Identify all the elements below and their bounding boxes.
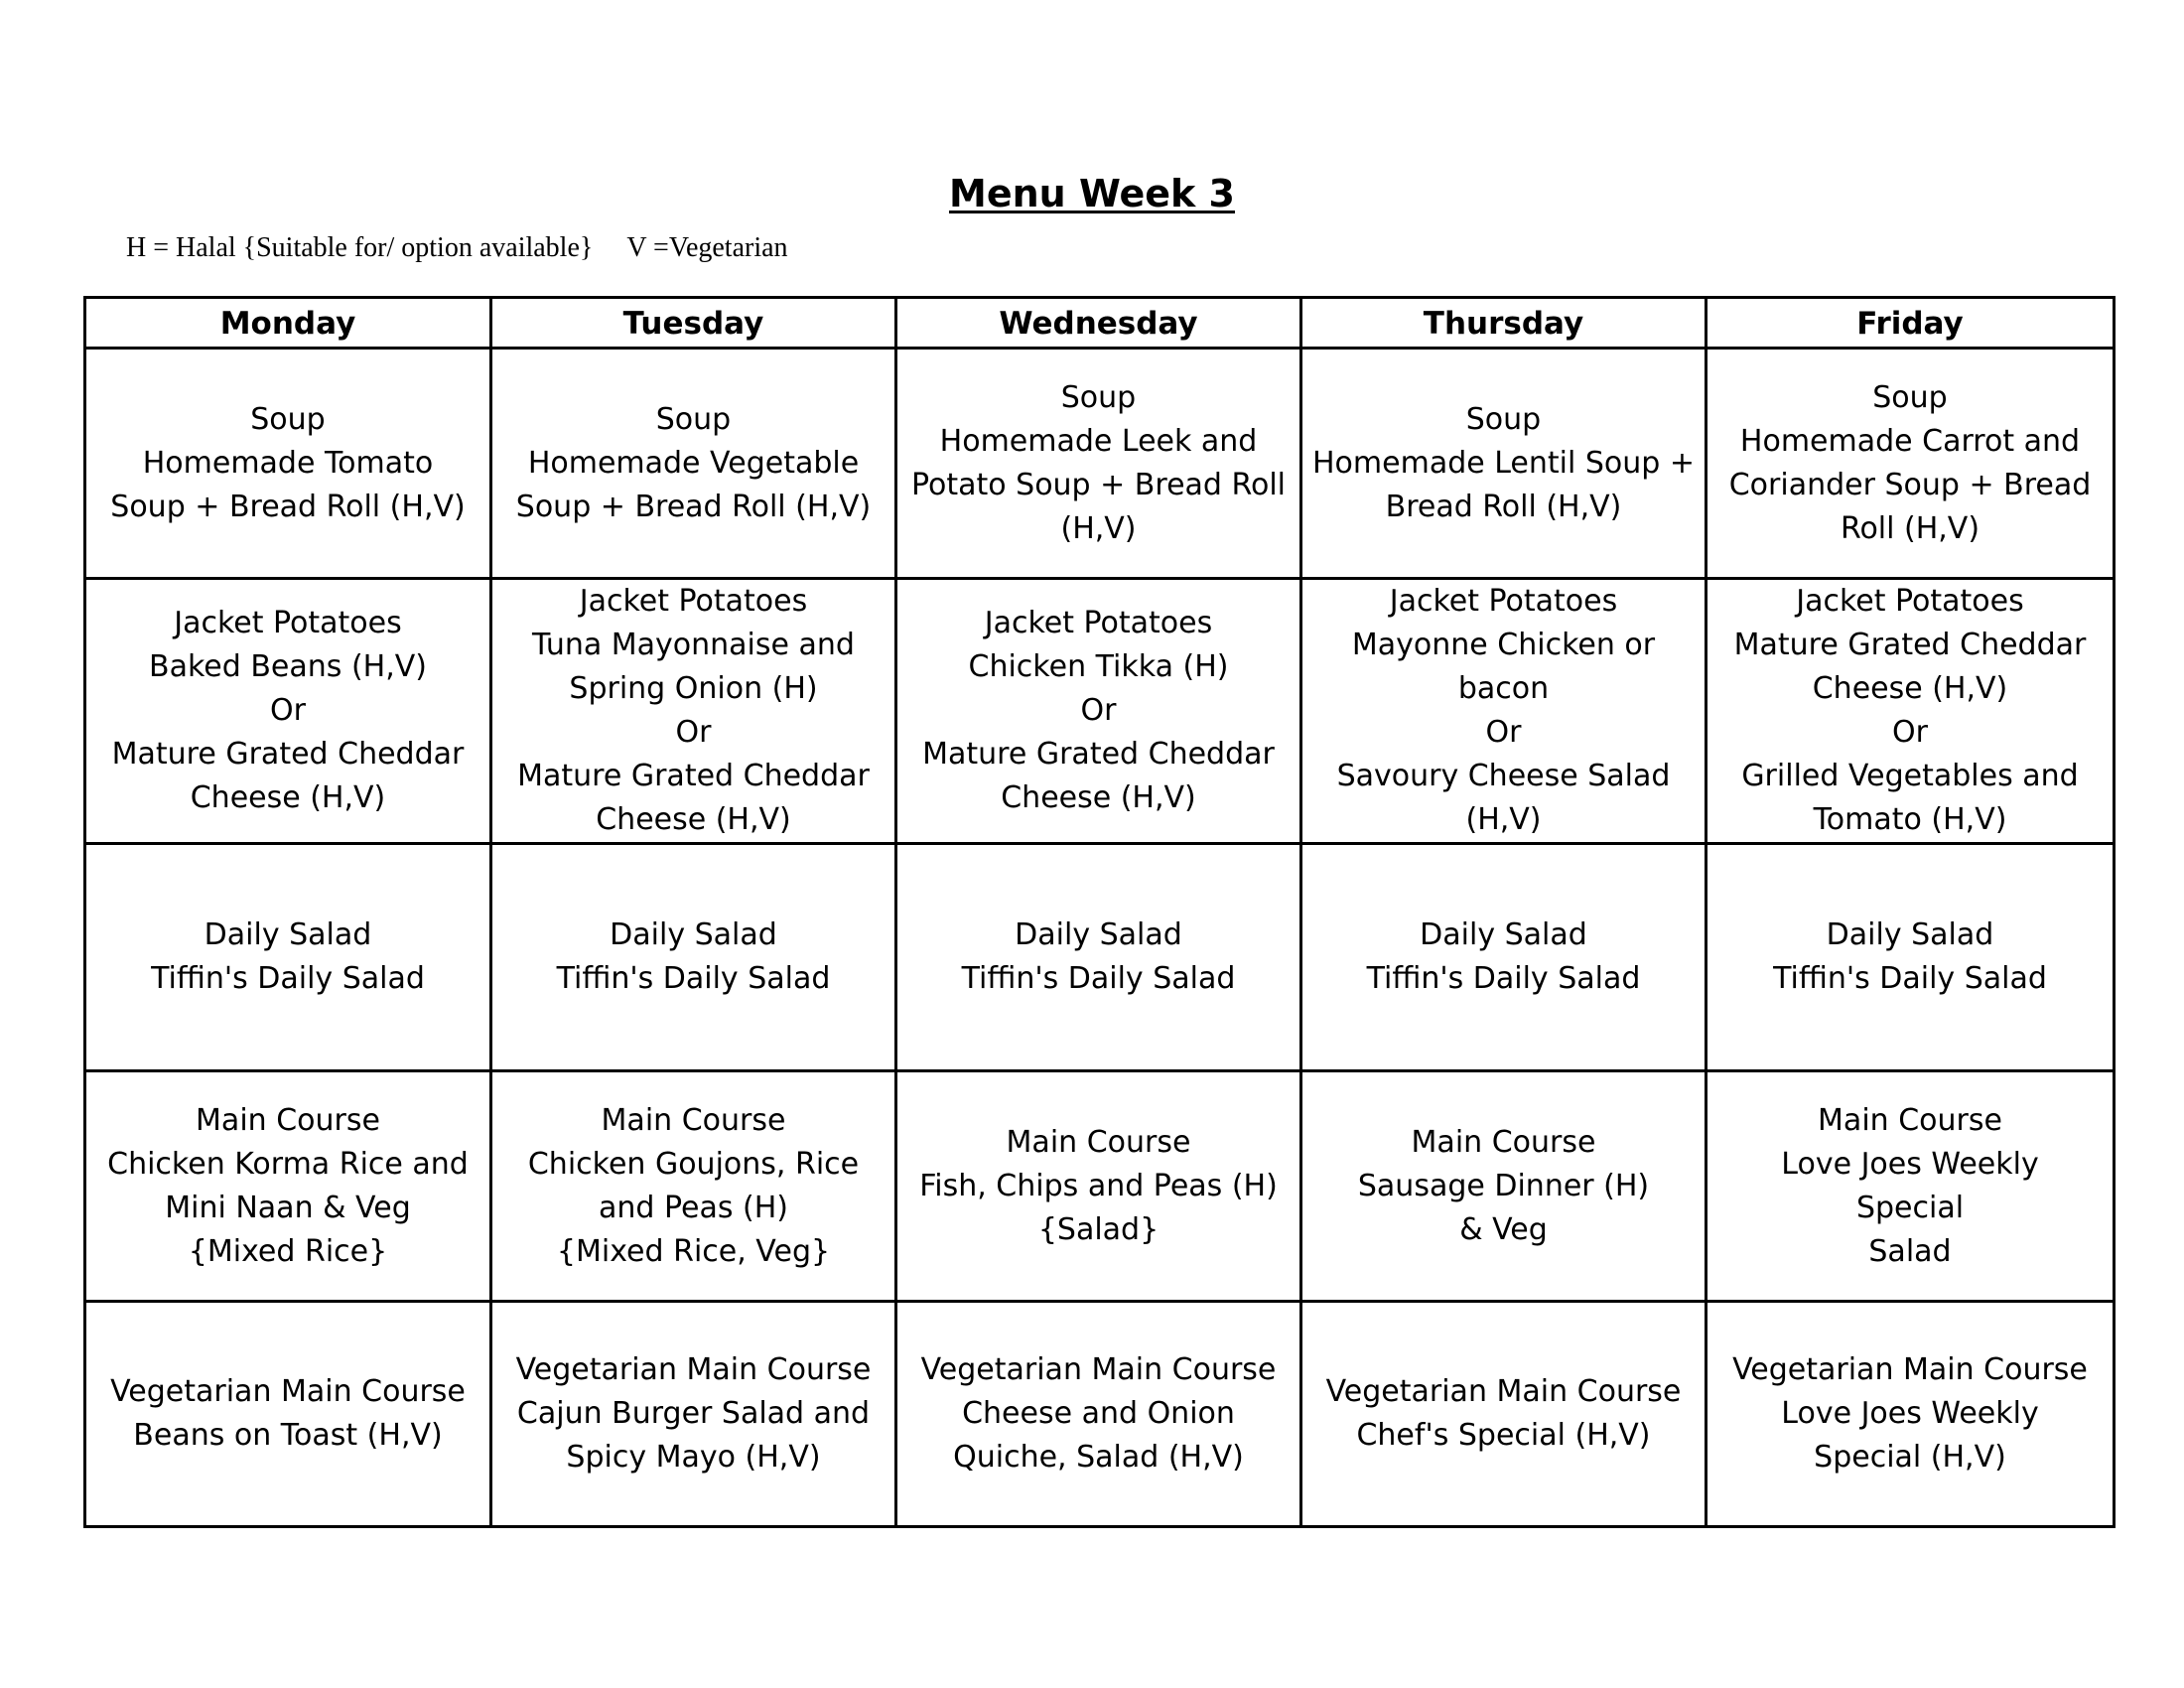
menu-cell-jacket-friday <box>1706 579 2115 844</box>
menu-cell-line: Special (H,V) <box>1814 1440 2006 1475</box>
menu-cell-line: Soup <box>655 401 732 437</box>
menu-cell-line: (H,V) <box>1060 510 1137 546</box>
menu-cell-line: Tiffin's Daily Salad <box>961 961 1236 996</box>
menu-cell-line: Daily Salad <box>1420 917 1587 952</box>
menu-cell-line: Or <box>1485 715 1522 750</box>
legend-halal: H = Halal {Suitable for/ option available} <box>126 232 594 263</box>
menu-cell-line: Jacket Potatoes <box>984 606 1213 640</box>
menu-cell-jacket-monday <box>85 579 491 844</box>
menu-cell-line: Daily Salad <box>204 917 372 952</box>
menu-cell-line: Mini Naan & Veg <box>165 1190 411 1225</box>
menu-row-soup <box>85 349 2115 579</box>
menu-cell-main-monday <box>85 1071 491 1302</box>
menu-cell-line: Jacket Potatoes <box>1796 584 2024 619</box>
menu-cell-line: Homemade Leek and <box>939 423 1258 459</box>
menu-cell-soup-monday <box>85 349 491 579</box>
day-header-row <box>85 298 2115 349</box>
menu-cell-line: Vegetarian Main Course <box>920 1352 1277 1387</box>
menu-cell-line: Spicy Mayo (H,V) <box>566 1440 821 1475</box>
menu-cell-line: Vegetarian Main Course <box>1325 1374 1682 1409</box>
menu-cell-line: Quiche, Salad (H,V) <box>953 1440 1244 1475</box>
menu-cell-line: Main Course <box>1411 1124 1596 1160</box>
menu-cell-line: Mature Grated Cheddar <box>111 737 465 772</box>
menu-cell-line: Soup + Bread Roll (H,V) <box>515 489 872 524</box>
menu-cell-line: Coriander Soup + Bread <box>1728 467 2092 502</box>
menu-cell-line: Tiffin's Daily Salad <box>556 961 831 996</box>
legend <box>126 228 788 268</box>
menu-cell-line: Salad <box>1868 1233 1952 1269</box>
menu-cell-line: Soup <box>250 401 326 437</box>
menu-cell-line: Homemade Vegetable <box>527 445 860 481</box>
menu-cell-line: Tuna Mayonnaise and <box>532 628 855 662</box>
menu-cell-line: Daily Salad <box>610 917 777 952</box>
menu-cell-line: Tiffin's Daily Salad <box>1366 961 1641 996</box>
menu-cell-line: Tiffin's Daily Salad <box>151 961 425 996</box>
menu-cell-line: Daily Salad <box>1015 917 1182 952</box>
day-header-tuesday: Tuesday <box>491 298 896 349</box>
menu-cell-veg-tuesday <box>491 1302 896 1527</box>
menu-cell-line: Fish, Chips and Peas (H) <box>919 1168 1278 1203</box>
menu-cell-line: Daily Salad <box>1826 917 1994 952</box>
menu-cell-line: Special <box>1855 1190 1965 1225</box>
menu-cell-salad-friday <box>1706 844 2115 1071</box>
menu-cell-line: Cheese (H,V) <box>1001 780 1196 815</box>
menu-cell-line: Chicken Tikka (H) <box>968 649 1229 684</box>
menu-cell-veg-friday <box>1706 1302 2115 1527</box>
menu-cell-line: Main Course <box>601 1102 786 1138</box>
menu-cell-veg-monday <box>85 1302 491 1527</box>
menu-cell-salad-thursday <box>1301 844 1706 1071</box>
menu-cell-salad-wednesday <box>896 844 1301 1071</box>
menu-cell-line: Chicken Korma Rice and <box>107 1146 469 1182</box>
menu-cell-line: and Peas (H) <box>599 1190 788 1225</box>
menu-cell-line: & Veg <box>1459 1211 1548 1247</box>
menu-cell-line: bacon <box>1457 671 1550 706</box>
menu-table <box>83 296 2116 1528</box>
menu-cell-line: Main Course <box>1818 1102 2002 1138</box>
menu-cell-soup-tuesday <box>491 349 896 579</box>
page-title-text: Menu Week 3 <box>949 172 1235 215</box>
menu-cell-line: Mature Grated Cheddar <box>517 759 870 793</box>
menu-row-main <box>85 1071 2115 1302</box>
menu-cell-line: Main Course <box>1006 1124 1191 1160</box>
menu-cell-line: Vegetarian Main Course <box>110 1374 466 1409</box>
menu-cell-line: Bread Roll (H,V) <box>1385 489 1622 524</box>
day-header-friday: Friday <box>1706 298 2115 349</box>
menu-cell-main-tuesday <box>491 1071 896 1302</box>
menu-cell-main-wednesday <box>896 1071 1301 1302</box>
menu-cell-line: Mature Grated Cheddar <box>922 737 1275 772</box>
day-header-thursday: Thursday <box>1301 298 1706 349</box>
menu-cell-salad-tuesday <box>491 844 896 1071</box>
menu-cell-line: Chicken Goujons, Rice <box>527 1146 860 1182</box>
menu-cell-line: (H,V) <box>1465 802 1542 837</box>
menu-cell-line: Cheese (H,V) <box>190 780 386 815</box>
menu-cell-jacket-thursday <box>1301 579 1706 844</box>
menu-cell-jacket-wednesday <box>896 579 1301 844</box>
menu-cell-line: Homemade Lentil Soup + <box>1312 445 1695 481</box>
menu-cell-line: Love Joes Weekly <box>1781 1396 2039 1431</box>
menu-cell-line: Tiffin's Daily Salad <box>1773 961 2047 996</box>
day-header-monday: Monday <box>85 298 491 349</box>
menu-cell-soup-wednesday <box>896 349 1301 579</box>
menu-row-veg <box>85 1302 2115 1527</box>
menu-cell-line: Soup <box>1465 401 1542 437</box>
menu-cell-line: Baked Beans (H,V) <box>149 649 427 684</box>
menu-cell-line: Love Joes Weekly <box>1781 1146 2039 1182</box>
menu-cell-salad-monday <box>85 844 491 1071</box>
menu-cell-line: Beans on Toast (H,V) <box>133 1418 443 1453</box>
menu-cell-line: Spring Onion (H) <box>569 671 818 706</box>
menu-cell-line: Grilled Vegetables and <box>1741 759 2079 793</box>
menu-cell-line: Soup + Bread Roll (H,V) <box>110 489 466 524</box>
menu-cell-line: {Mixed Rice} <box>188 1233 388 1269</box>
menu-cell-line: Or <box>1080 693 1117 728</box>
menu-cell-soup-thursday <box>1301 349 1706 579</box>
menu-cell-line: Roll (H,V) <box>1840 510 1980 546</box>
menu-cell-line: Jacket Potatoes <box>579 584 808 619</box>
menu-cell-line: Cheese and Onion <box>962 1396 1235 1431</box>
menu-body <box>85 349 2115 1527</box>
menu-cell-veg-wednesday <box>896 1302 1301 1527</box>
menu-cell-line: Or <box>1892 715 1928 750</box>
menu-cell-line: Jacket Potatoes <box>1389 584 1618 619</box>
menu-cell-line: Soup <box>1060 379 1137 415</box>
menu-cell-line: Tomato (H,V) <box>1813 802 2007 837</box>
menu-cell-jacket-tuesday <box>491 579 896 844</box>
menu-cell-line: Mayonne Chicken or <box>1351 628 1656 662</box>
menu-cell-line: Chef's Special (H,V) <box>1356 1418 1651 1453</box>
menu-cell-line: Vegetarian Main Course <box>515 1352 872 1387</box>
menu-row-jacket <box>85 579 2115 844</box>
menu-cell-line: Cheese (H,V) <box>596 802 791 837</box>
menu-cell-line: Homemade Tomato <box>142 445 434 481</box>
day-header-wednesday: Wednesday <box>896 298 1301 349</box>
menu-cell-line: Sausage Dinner (H) <box>1357 1168 1650 1203</box>
menu-cell-line: Soup <box>1872 379 1948 415</box>
menu-cell-line: {Mixed Rice, Veg} <box>556 1233 831 1269</box>
menu-cell-line: Homemade Carrot and <box>1739 423 2081 459</box>
menu-cell-line: Jacket Potatoes <box>174 606 402 640</box>
menu-cell-line: Vegetarian Main Course <box>1732 1352 2088 1387</box>
menu-cell-line: Mature Grated Cheddar <box>1733 628 2087 662</box>
menu-cell-line: Main Course <box>196 1102 380 1138</box>
legend-vegetarian: V =Vegetarian <box>626 232 788 263</box>
menu-cell-line: {Salad} <box>1037 1211 1160 1247</box>
menu-cell-line: Or <box>270 693 306 728</box>
menu-row-salad <box>85 844 2115 1071</box>
menu-cell-line: Potato Soup + Bread Roll <box>910 467 1287 502</box>
menu-cell-main-thursday <box>1301 1071 1706 1302</box>
menu-cell-line: Cheese (H,V) <box>1812 671 2008 706</box>
menu-cell-soup-friday <box>1706 349 2115 579</box>
menu-cell-veg-thursday <box>1301 1302 1706 1527</box>
menu-cell-line: Or <box>675 715 712 750</box>
menu-cell-line: Savoury Cheese Salad <box>1336 759 1671 793</box>
menu-cell-line: Cajun Burger Salad and <box>516 1396 871 1431</box>
page-title <box>0 167 2184 220</box>
menu-cell-main-friday <box>1706 1071 2115 1302</box>
